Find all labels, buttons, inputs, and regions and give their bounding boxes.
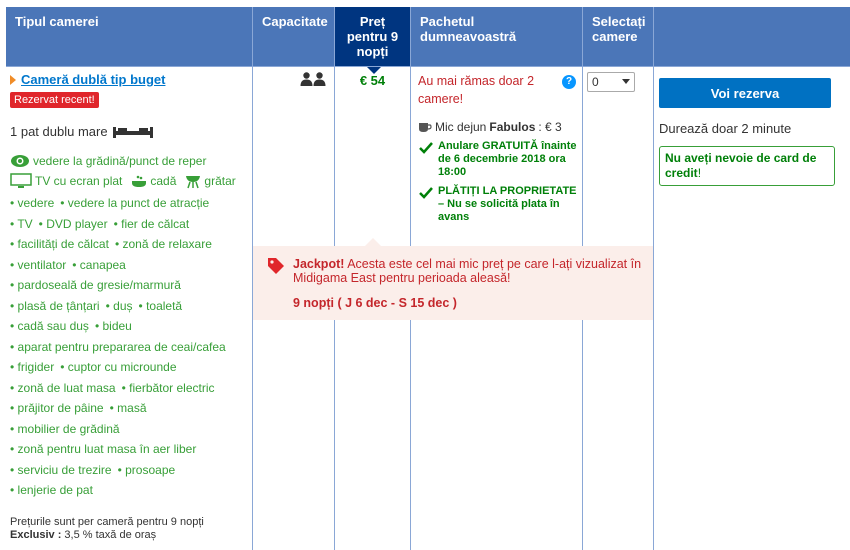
amenity-item: • toaletă — [139, 299, 183, 313]
amenity-item: • serviciu de trezire — [10, 463, 112, 477]
amenity-item: • aparat pentru prepararea de ceai/cafea — [10, 340, 226, 354]
tv-bath-grill-facilities: TV cu ecran plat cadă grătar — [10, 171, 250, 191]
facility-highlights — [10, 151, 250, 191]
header-price[interactable]: Preț pentru 9 nopți — [335, 7, 410, 66]
expand-triangle-icon[interactable] — [10, 75, 16, 85]
amenity-item: • duș — [106, 299, 133, 313]
price-tag-icon — [267, 257, 285, 275]
header-select-rooms: Selectați camere — [583, 7, 653, 66]
two-persons-icon — [300, 72, 326, 86]
rooms-quantity-value: 0 — [592, 75, 599, 89]
amenity-row — [10, 214, 250, 235]
coffee-cup-icon — [418, 121, 432, 133]
amenity-row — [10, 234, 250, 255]
amenity-row — [10, 193, 250, 214]
amenity-item: • prăjitor de pâine — [10, 401, 104, 415]
capacity-cell — [300, 72, 326, 89]
amenity-row — [10, 255, 250, 276]
amenity-item: • fierbător electric — [122, 381, 215, 395]
header-capacity: Capacitate — [253, 7, 334, 66]
free-cancellation: Anulare GRATUITĂ înainte de 6 decembrie 2018 ora 18:00 — [418, 140, 578, 179]
pay-at-property: PLĂTIȚI LA PROPRIETATE – Nu se solicită plata în avans — [418, 185, 578, 224]
amenity-item: • mobilier de grădină — [10, 422, 120, 436]
view-facility: vedere la grădină/punct de reper — [10, 151, 250, 171]
package-cell — [418, 72, 578, 224]
amenity-row — [10, 275, 250, 296]
rooms-quantity-select[interactable] — [587, 72, 635, 92]
amenity-item: • zonă pentru luat masa în aer liber — [10, 442, 196, 456]
header-room-type: Tipul camerei — [6, 7, 252, 66]
room-info — [10, 72, 250, 501]
amenity-row — [10, 419, 250, 440]
amenity-item: • cuptor cu microunde — [60, 360, 176, 374]
jackpot-message: Jackpot! Acesta este cel mai mic preț pe care l-ați vizualizat în Midigama East pentru perioada aleasă! — [293, 257, 642, 285]
amenity-row — [10, 296, 250, 317]
dropdown-arrow-icon — [622, 79, 630, 85]
amenity-item: • vedere — [10, 196, 54, 210]
amenity-item: • pardoseală de gresie/marmură — [10, 278, 181, 292]
jackpot-dates: 9 nopți ( J 6 dec - S 15 dec ) — [293, 296, 457, 310]
column-divider — [653, 7, 654, 550]
amenity-row — [10, 378, 250, 399]
amenity-item: • DVD player — [39, 217, 108, 231]
footnote-nights: Prețurile sunt per cameră pentru 9 nopți — [10, 516, 204, 528]
header-divider — [6, 66, 850, 67]
amenity-item: • lenjerie de pat — [10, 483, 93, 497]
amenity-item: • prosoape — [118, 463, 176, 477]
help-icon[interactable]: ? — [562, 75, 576, 89]
amenity-item: • facilități de călcat — [10, 237, 109, 251]
room-price: € 54 — [359, 73, 386, 88]
bed-label: 1 pat dublu mare — [10, 124, 108, 139]
price-footnote — [10, 516, 204, 542]
amenity-item: • bideu — [95, 319, 132, 333]
tv-icon — [10, 173, 32, 189]
amenities-list — [10, 193, 250, 501]
breakfast-info: Mic dejun Fabulos : € 3 — [418, 120, 578, 134]
header-package: Pachetul dumneavoastră — [411, 7, 582, 66]
amenity-row — [10, 460, 250, 481]
amenity-item: • canapea — [72, 258, 126, 272]
grill-icon — [185, 173, 201, 189]
amenity-row — [10, 357, 250, 378]
check-icon — [418, 140, 434, 156]
reserve-button[interactable]: Voi rezerva — [659, 78, 831, 108]
amenity-item: • TV — [10, 217, 33, 231]
bed-icon — [112, 125, 154, 139]
scarcity-message: Au mai rămas doar 2 camere! — [418, 74, 535, 106]
amenity-row — [10, 337, 250, 358]
amenity-item: • vedere la punct de atracție — [60, 196, 209, 210]
eye-icon — [10, 154, 30, 168]
amenity-item: • cadă sau duș — [10, 319, 89, 333]
bath-icon — [131, 174, 147, 188]
amenity-row — [10, 439, 250, 460]
amenity-row — [10, 398, 250, 419]
room-name-link[interactable]: Cameră dublă tip buget — [21, 72, 166, 87]
recently-booked-badge: Rezervat recent! — [10, 92, 99, 108]
no-credit-card-note: Nu aveți nevoie de card de credit! — [659, 146, 835, 186]
booking-duration: Durează doar 2 minute — [659, 121, 792, 136]
amenity-item: • fier de călcat — [114, 217, 190, 231]
amenity-item: • plasă de țânțari — [10, 299, 100, 313]
booking-cell — [659, 78, 835, 186]
check-icon — [418, 185, 434, 201]
header-booking — [654, 7, 850, 66]
amenity-item: • zonă de relaxare — [115, 237, 212, 251]
room-title — [10, 72, 250, 87]
amenity-item: • ventilator — [10, 258, 66, 272]
amenity-row — [10, 316, 250, 337]
select-rooms-cell — [587, 72, 635, 92]
amenity-row — [10, 480, 250, 501]
footnote-tax: Exclusiv : 3,5 % taxă de oraș — [10, 529, 157, 541]
amenity-item: • frigider — [10, 360, 54, 374]
jackpot-banner — [253, 246, 653, 320]
amenity-item: • zonă de luat masa — [10, 381, 116, 395]
amenity-item: • masă — [110, 401, 147, 415]
bed-info — [10, 124, 250, 139]
